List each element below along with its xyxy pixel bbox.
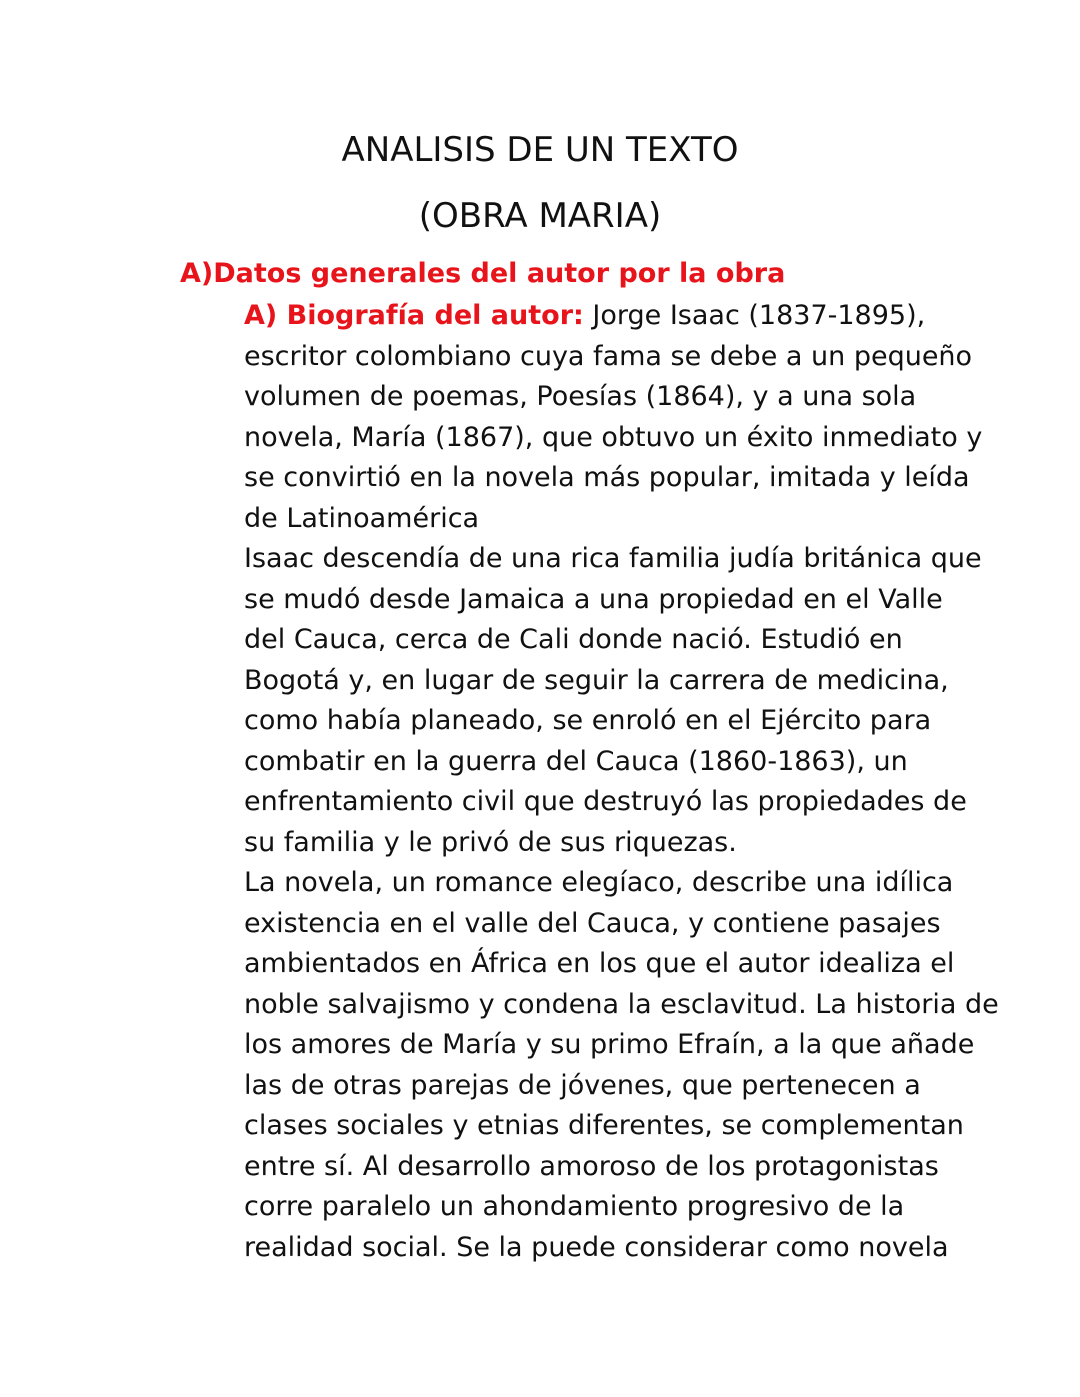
- document-subtitle: (OBRA MARIA): [418, 196, 662, 236]
- text-line: clases sociales y etnias diferentes, se complementan: [244, 1110, 964, 1141]
- text-line: Isaac descendía de una rica familia judía británica que: [244, 543, 982, 574]
- text-line: las de otras parejas de jóvenes, que pertenecen a: [244, 1069, 921, 1101]
- text-line: [244, 296, 944, 337]
- text-line: escritor colombiano cuya fama se debe a un pequeño: [244, 340, 973, 372]
- text-line: novela, María (1867), que obtuvo un éxito inmediato y: [244, 421, 983, 453]
- document-title: ANALISIS DE UN TEXTO: [341, 130, 739, 170]
- text-line: los amores de María y su primo Efraín, a la que añade: [244, 1029, 975, 1060]
- text-line: se convirtió en la novela más popular, imitada y leída: [244, 462, 970, 493]
- text-line: se mudó desde Jamaica a una propiedad en el Valle: [244, 583, 943, 615]
- text-line: enfrentamiento civil que destruyó las propiedades de: [244, 786, 967, 817]
- text-line: realidad social. Se la puede considerar como novela: [244, 1231, 949, 1263]
- text-line: entre sí. Al desarrollo amoroso de los protagonistas: [244, 1150, 939, 1182]
- text-line: ambientados en África en los que el autor idealiza el: [244, 948, 955, 979]
- text-line: como había planeado, se enroló en el Ejército para: [244, 705, 932, 736]
- subsection-heading: A) Biografía del autor:: [244, 300, 584, 331]
- section-heading: A)Datos generales del autor por la obra: [180, 258, 786, 289]
- text-line: corre paralelo un ahondamiento progresivo de la: [244, 1191, 905, 1222]
- text-line: del Cauca, cerca de Cali donde nació. Estudió en: [244, 624, 903, 655]
- text-line: Bogotá y, en lugar de seguir la carrera de medicina,: [244, 664, 949, 696]
- text-line-segment: Jorge Isaac (1837-1895),: [583, 300, 926, 331]
- text-line: de Latinoamérica: [244, 502, 480, 534]
- text-line: volumen de poemas, Poesías (1864), y a una sola: [244, 381, 917, 412]
- text-line: existencia en el valle del Cauca, y contiene pasajes: [244, 907, 941, 939]
- text-line: su familia y le privó de sus riquezas.: [244, 826, 737, 858]
- text-line: combatir en la guerra del Cauca (1860-1863), un: [244, 745, 908, 777]
- biography-paragraph: [244, 296, 999, 1268]
- text-line: La novela, un romance elegíaco, describe una idílica: [244, 867, 954, 898]
- text-line: noble salvajismo y condena la esclavitud. La historia de: [244, 988, 999, 1020]
